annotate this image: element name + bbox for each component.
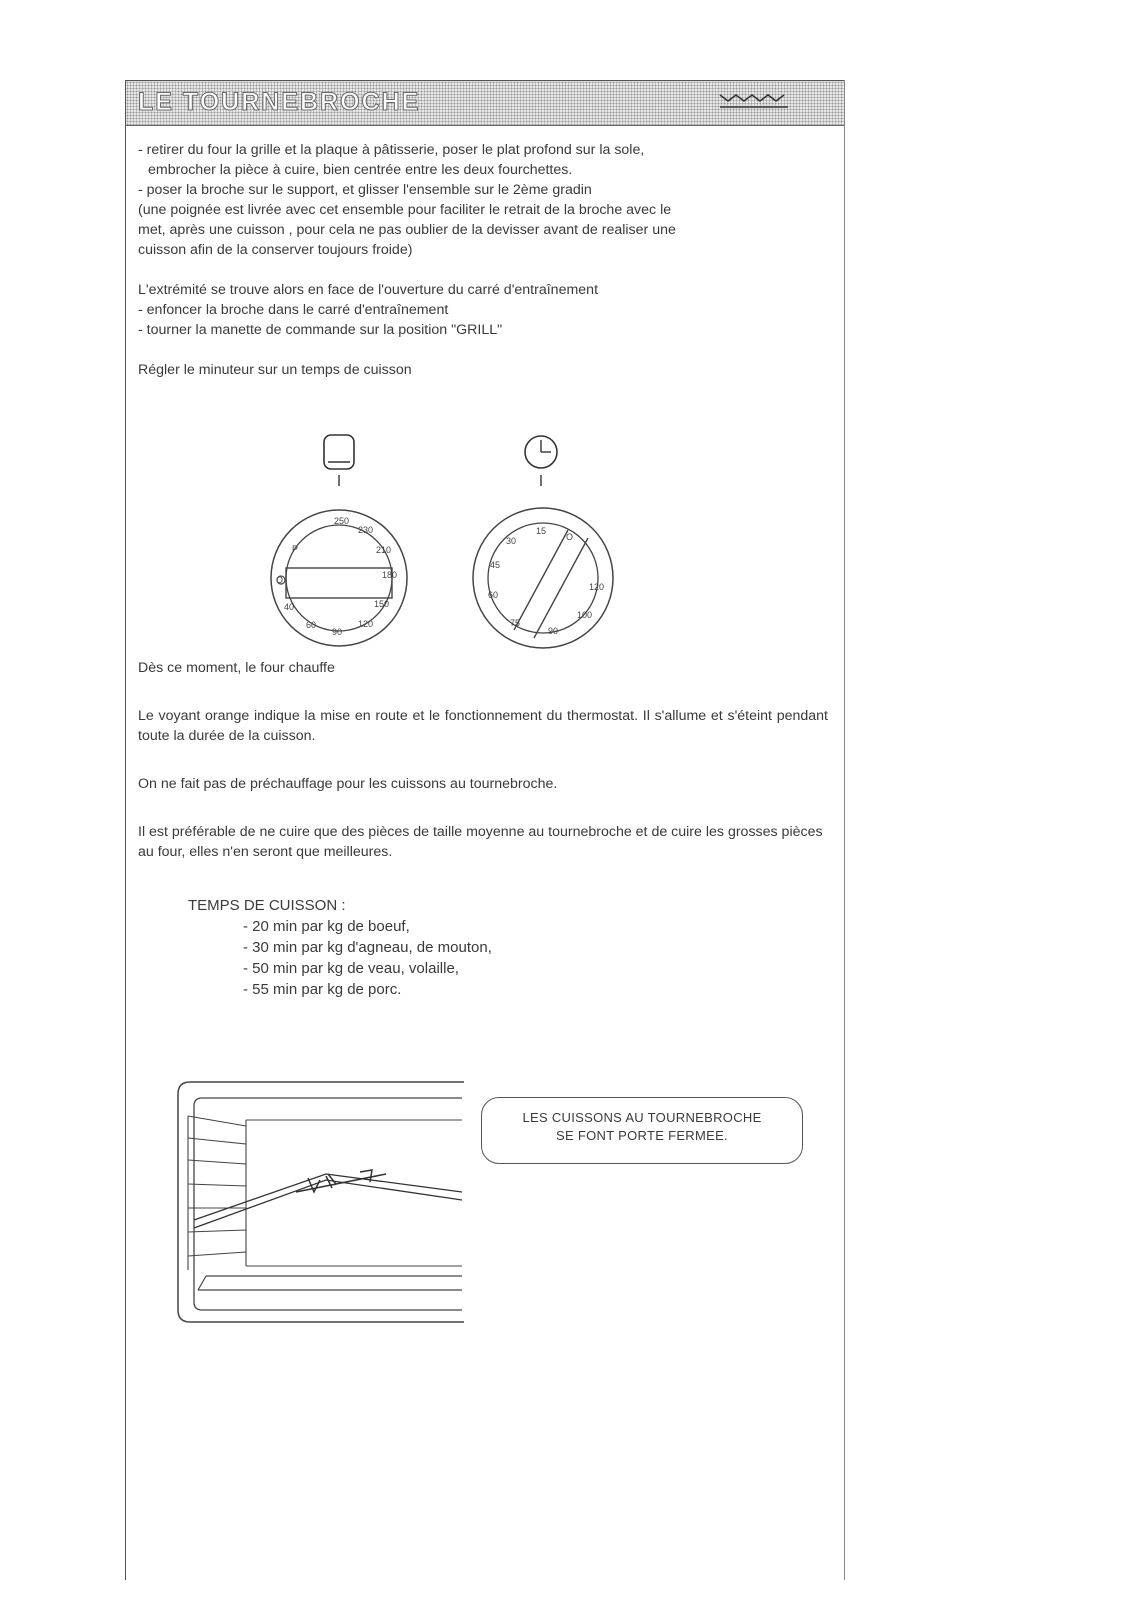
paragraph-1: - retirer du four la grille et la plaque à pâtisserie, poser le plat profond sur la sole, embrocher la pièce à cuire, bien centrée entre les deux fourchettes. - poser la broche sur le support, et glisser l'ensemble sur le 2ème gradin (une poignée est livrée avec cet ensemble pour faciliter le retrait de la broche avec le met, après une cuisson , pour cela ne pas oublier de la devisser avant de realiser une cuisson afin de la conserver toujours froide) [138, 142, 676, 258]
thermostat-label: 250 [334, 516, 350, 526]
cooking-time-item: - 30 min par kg d'agneau, de mouton, [243, 939, 492, 956]
thermostat-label: 120 [358, 619, 374, 629]
timer-label: 30 [506, 536, 517, 546]
timer-dial[interactable] [473, 508, 613, 648]
paragraph-4: Dès ce moment, le four chauffe [138, 660, 335, 676]
control-dials [256, 430, 636, 670]
paragraph-3: Régler le minuteur sur un temps de cuisson [138, 362, 412, 378]
thermostat-label: 230 [358, 525, 374, 535]
thermostat-label: 90 [332, 627, 343, 637]
timer-label: 45 [490, 560, 501, 570]
cooking-times [188, 895, 492, 1000]
timer-label: 15 [536, 526, 547, 536]
paragraph-2: L'extrémité se trouve alors en face de l'ouverture du carré d'entraînement - enfoncer la broche dans le carré d'entraînement - tourner la manette de commande sur la position "GRILL" [138, 282, 599, 338]
instructions-text [138, 140, 828, 380]
paragraph-5: Le voyant orange indique la mise en route et le fonctionnement du thermostat. Il s'allume et s'éteint pendant toute la durée de la cuisson. [138, 708, 828, 744]
timer-label: 100 [577, 610, 593, 620]
timer-label: 120 [589, 582, 605, 592]
page-frame [125, 80, 845, 1580]
oven-mode-icon [324, 435, 354, 486]
section-header [126, 80, 844, 126]
timer-clock-icon [525, 436, 557, 486]
cooking-time-item: - 20 min par kg de boeuf, [243, 918, 410, 935]
timer-label: 90 [548, 626, 559, 636]
paragraph-6: On ne fait pas de préchauffage pour les cuissons au tournebroche. [138, 776, 558, 792]
rotisserie-spit-icon [296, 1170, 386, 1192]
note-line-2: SE FONT PORTE FERMEE. [556, 1128, 728, 1143]
thermostat-label: 60 [306, 620, 317, 630]
timer-label: O [566, 532, 574, 542]
section-title: LE TOURNEBROCHE [138, 88, 421, 116]
note-line-1: LES CUISSONS AU TOURNEBROCHE [522, 1110, 762, 1125]
cooking-time-item: - 50 min par kg de veau, volaille, [243, 960, 459, 977]
thermostat-label: 40 [284, 602, 295, 612]
instructions-text-2 [138, 658, 828, 862]
cooking-time-item: - 55 min par kg de porc. [243, 981, 402, 998]
thermostat-label: 210 [376, 545, 392, 555]
thermostat-label: O [276, 575, 284, 585]
thermostat-label: 180 [382, 570, 398, 580]
paragraph-7: Il est préférable de ne cuire que des pièces de taille moyenne au tournebroche et de cuire les grosses pièces au four, elles n'en seront que meilleures. [138, 824, 823, 860]
closed-door-note [481, 1097, 803, 1164]
timer-label: 60 [488, 590, 499, 600]
oven-rotisserie-illustration [176, 1080, 466, 1325]
thermostat-label: P [292, 544, 299, 554]
brand-logo-icon [716, 87, 796, 113]
timer-label: 75 [510, 618, 521, 628]
cooking-times-title: TEMPS DE CUISSON : [188, 897, 346, 914]
thermostat-label: 150 [374, 599, 390, 609]
thermostat-dial[interactable] [271, 510, 407, 646]
